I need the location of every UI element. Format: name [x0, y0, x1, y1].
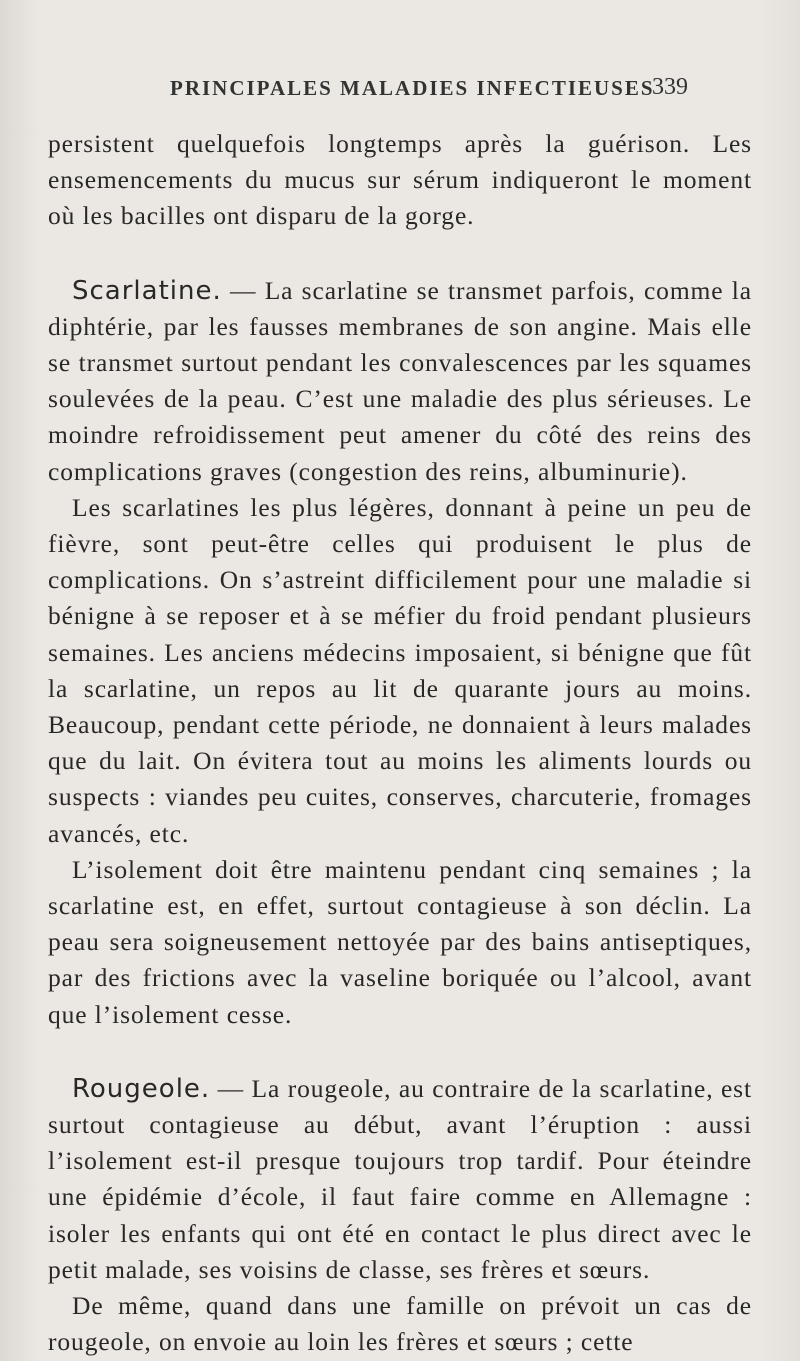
paragraph: Les scarlatines les plus légères, donnant à peine un peu de fièvre, sont peut-être celles qui produisent le plus de complications. On s’astreint difficilement pour une maladie si bénigne à se reposer et à se méfier du froid pendant plusieurs semaines. Les anciens médecins imposaient, si bénigne que fût la scarlatine, un repos au lit de quarante jours au moins. Beaucoup, pendant cette période, ne donnaient à leurs malades que du lait. On évitera tout au moins les aliments lourds ou suspects : viandes peu cuites, conserves, charcuterie, fromages avancés, etc. [48, 492, 752, 848]
paragraph: L’isolement doit être maintenu pendant cinq semaines ; la scarlatine est, en effet, surtout contagieuse à son déclin. La peau sera soigneusement nettoyée par des bains antiseptiques, par des frictions avec la vaseline boriquée ou l’alcool, avant que l’isolement cesse. [48, 854, 752, 1029]
page-number: 339 [652, 74, 688, 100]
section-title-rougeole: Rougeole. [72, 1073, 211, 1104]
page-body [48, 126, 752, 1361]
paragraph-continuation: persistent quelquefois longtemps après la guérison. Les ensemencements du mucus sur sérum indiqueront le moment où les bacilles ont disparu de la gorge. [48, 129, 752, 231]
section-scarlatine [48, 273, 752, 490]
section-title-scarlatine: Scarlatine. [72, 275, 222, 306]
running-title: PRINCIPALES MALADIES INFECTIEUSES [170, 76, 655, 100]
section-rougeole [48, 1071, 752, 1288]
paragraph-text: — La scarlatine se transmet parfois, comme la diphtérie, par les fausses membranes de son angine. Mais elle se transmet surtout pendant les convalescences par les squames soulevées de la peau. C’est une maladie des plus sérieuses. Le moindre refroidissement peut amener du côté des reins des complications graves (congestion des reins, albuminurie). [48, 275, 752, 486]
paragraph: De même, quand dans une famille on prévoit un cas de rougeole, on envoie au loin les frères et sœurs ; cette [48, 1291, 752, 1357]
paragraph-text: — La rougeole, au contraire de la scarlatine, est surtout contagieuse au début, avant l’éruption : aussi l’isolement est-il presque toujours trop tardif. Pour éteindre une épidémie d’école, il faut faire comme en Allemagne : isoler les enfants qui ont été en contact le plus direct avec le petit malade, ses voisins de classe, ses frères et sœurs. [48, 1073, 752, 1284]
running-header [0, 76, 800, 106]
